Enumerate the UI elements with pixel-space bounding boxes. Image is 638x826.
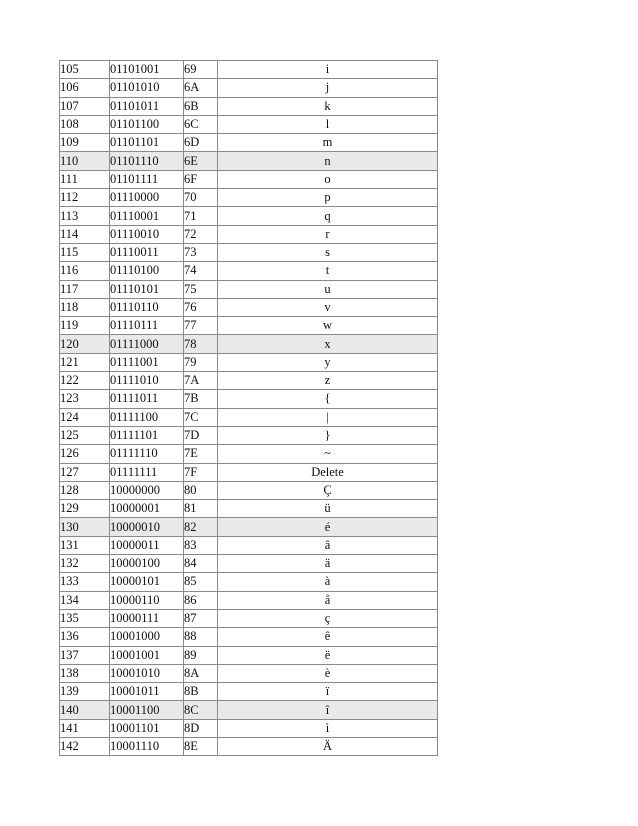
decimal-cell: 136 [60, 628, 110, 646]
binary-cell: 01110000 [110, 189, 184, 207]
character-cell: Ä [218, 737, 438, 755]
character-cell: | [218, 408, 438, 426]
character-cell: z [218, 372, 438, 390]
hex-cell: 8D [184, 719, 218, 737]
decimal-cell: 117 [60, 280, 110, 298]
table-row [60, 243, 438, 261]
decimal-cell: 123 [60, 390, 110, 408]
table-row [60, 445, 438, 463]
decimal-cell: 110 [60, 152, 110, 170]
table-row [60, 536, 438, 554]
hex-cell: 69 [184, 61, 218, 79]
table-row [60, 97, 438, 115]
hex-cell: 74 [184, 262, 218, 280]
hex-cell: 8A [184, 664, 218, 682]
character-cell: x [218, 335, 438, 353]
decimal-cell: 129 [60, 500, 110, 518]
table-row [60, 390, 438, 408]
decimal-cell: 138 [60, 664, 110, 682]
table-row [60, 609, 438, 627]
table-row [60, 353, 438, 371]
hex-cell: 75 [184, 280, 218, 298]
table-row [60, 335, 438, 353]
binary-cell: 10001011 [110, 683, 184, 701]
character-cell: ì [218, 719, 438, 737]
hex-cell: 86 [184, 591, 218, 609]
character-cell: ç [218, 609, 438, 627]
binary-cell: 01110110 [110, 298, 184, 316]
hex-cell: 89 [184, 646, 218, 664]
character-cell: Delete [218, 463, 438, 481]
decimal-cell: 112 [60, 189, 110, 207]
hex-cell: 87 [184, 609, 218, 627]
table-row [60, 719, 438, 737]
character-cell: l [218, 115, 438, 133]
binary-cell: 01110100 [110, 262, 184, 280]
binary-cell: 01101001 [110, 61, 184, 79]
binary-cell: 01101101 [110, 134, 184, 152]
character-cell: s [218, 243, 438, 261]
character-cell: Ç [218, 481, 438, 499]
decimal-cell: 140 [60, 701, 110, 719]
binary-cell: 01111001 [110, 353, 184, 371]
table-row [60, 152, 438, 170]
binary-cell: 10000111 [110, 609, 184, 627]
hex-cell: 76 [184, 298, 218, 316]
hex-cell: 78 [184, 335, 218, 353]
hex-cell: 85 [184, 573, 218, 591]
hex-cell: 70 [184, 189, 218, 207]
character-cell: é [218, 518, 438, 536]
binary-cell: 01101010 [110, 79, 184, 97]
hex-cell: 6A [184, 79, 218, 97]
decimal-cell: 114 [60, 225, 110, 243]
binary-cell: 10000010 [110, 518, 184, 536]
table-row [60, 426, 438, 444]
binary-cell: 01111100 [110, 408, 184, 426]
hex-cell: 71 [184, 207, 218, 225]
binary-cell: 10000001 [110, 500, 184, 518]
decimal-cell: 131 [60, 536, 110, 554]
character-cell: ü [218, 500, 438, 518]
hex-cell: 77 [184, 317, 218, 335]
hex-cell: 7A [184, 372, 218, 390]
decimal-cell: 111 [60, 170, 110, 188]
hex-cell: 8E [184, 737, 218, 755]
hex-cell: 83 [184, 536, 218, 554]
hex-cell: 6D [184, 134, 218, 152]
table-row [60, 170, 438, 188]
decimal-cell: 132 [60, 555, 110, 573]
character-cell: m [218, 134, 438, 152]
decimal-cell: 133 [60, 573, 110, 591]
character-cell: ï [218, 683, 438, 701]
binary-cell: 10001100 [110, 701, 184, 719]
binary-cell: 01111101 [110, 426, 184, 444]
decimal-cell: 134 [60, 591, 110, 609]
character-cell: å [218, 591, 438, 609]
table-row [60, 262, 438, 280]
table-row [60, 573, 438, 591]
table-row [60, 189, 438, 207]
table-row [60, 500, 438, 518]
hex-cell: 6B [184, 97, 218, 115]
decimal-cell: 116 [60, 262, 110, 280]
decimal-cell: 122 [60, 372, 110, 390]
table-row [60, 683, 438, 701]
hex-cell: 6E [184, 152, 218, 170]
table-row [60, 280, 438, 298]
hex-cell: 81 [184, 500, 218, 518]
binary-cell: 10000100 [110, 555, 184, 573]
binary-cell: 01110101 [110, 280, 184, 298]
decimal-cell: 107 [60, 97, 110, 115]
binary-cell: 10001000 [110, 628, 184, 646]
character-cell: t [218, 262, 438, 280]
hex-cell: 79 [184, 353, 218, 371]
table-row [60, 298, 438, 316]
binary-cell: 01111111 [110, 463, 184, 481]
character-cell: i [218, 61, 438, 79]
binary-cell: 01110001 [110, 207, 184, 225]
table-row [60, 737, 438, 755]
table-row [60, 317, 438, 335]
table-row [60, 61, 438, 79]
hex-cell: 72 [184, 225, 218, 243]
binary-cell: 10000101 [110, 573, 184, 591]
binary-cell: 01110011 [110, 243, 184, 261]
binary-cell: 01111000 [110, 335, 184, 353]
character-cell: j [218, 79, 438, 97]
character-cell: v [218, 298, 438, 316]
hex-cell: 80 [184, 481, 218, 499]
character-cell: w [218, 317, 438, 335]
table-row [60, 408, 438, 426]
table-row [60, 79, 438, 97]
table-row [60, 134, 438, 152]
hex-cell: 6F [184, 170, 218, 188]
table-row [60, 664, 438, 682]
hex-cell: 88 [184, 628, 218, 646]
character-cell: n [218, 152, 438, 170]
binary-cell: 01101110 [110, 152, 184, 170]
decimal-cell: 135 [60, 609, 110, 627]
character-cell: } [218, 426, 438, 444]
decimal-cell: 142 [60, 737, 110, 755]
binary-cell: 10001010 [110, 664, 184, 682]
decimal-cell: 106 [60, 79, 110, 97]
binary-cell: 01111010 [110, 372, 184, 390]
table-row [60, 372, 438, 390]
decimal-cell: 127 [60, 463, 110, 481]
binary-cell: 01101111 [110, 170, 184, 188]
binary-cell: 10000000 [110, 481, 184, 499]
ascii-code-table [59, 60, 438, 756]
decimal-cell: 108 [60, 115, 110, 133]
character-cell: ä [218, 555, 438, 573]
character-cell: à [218, 573, 438, 591]
character-cell: è [218, 664, 438, 682]
character-cell: p [218, 189, 438, 207]
decimal-cell: 141 [60, 719, 110, 737]
character-cell: ê [218, 628, 438, 646]
binary-cell: 01111011 [110, 390, 184, 408]
table-row [60, 518, 438, 536]
hex-cell: 7B [184, 390, 218, 408]
table-row [60, 207, 438, 225]
decimal-cell: 109 [60, 134, 110, 152]
character-cell: { [218, 390, 438, 408]
decimal-cell: 120 [60, 335, 110, 353]
hex-cell: 8B [184, 683, 218, 701]
binary-cell: 01101011 [110, 97, 184, 115]
character-cell: u [218, 280, 438, 298]
table-row [60, 591, 438, 609]
decimal-cell: 121 [60, 353, 110, 371]
hex-cell: 73 [184, 243, 218, 261]
hex-cell: 82 [184, 518, 218, 536]
binary-cell: 10001001 [110, 646, 184, 664]
decimal-cell: 139 [60, 683, 110, 701]
character-cell: î [218, 701, 438, 719]
decimal-cell: 124 [60, 408, 110, 426]
character-cell: ~ [218, 445, 438, 463]
decimal-cell: 126 [60, 445, 110, 463]
binary-cell: 10000110 [110, 591, 184, 609]
table-row [60, 225, 438, 243]
ascii-table-body [60, 61, 438, 756]
binary-cell: 10000011 [110, 536, 184, 554]
character-cell: r [218, 225, 438, 243]
binary-cell: 01110111 [110, 317, 184, 335]
binary-cell: 01110010 [110, 225, 184, 243]
table-row [60, 701, 438, 719]
decimal-cell: 130 [60, 518, 110, 536]
hex-cell: 7D [184, 426, 218, 444]
character-cell: ë [218, 646, 438, 664]
binary-cell: 01111110 [110, 445, 184, 463]
table-row [60, 481, 438, 499]
binary-cell: 10001101 [110, 719, 184, 737]
hex-cell: 7C [184, 408, 218, 426]
decimal-cell: 118 [60, 298, 110, 316]
binary-cell: 01101100 [110, 115, 184, 133]
hex-cell: 8C [184, 701, 218, 719]
table-row [60, 555, 438, 573]
character-cell: o [218, 170, 438, 188]
hex-cell: 7F [184, 463, 218, 481]
hex-cell: 84 [184, 555, 218, 573]
decimal-cell: 115 [60, 243, 110, 261]
decimal-cell: 105 [60, 61, 110, 79]
hex-cell: 6C [184, 115, 218, 133]
decimal-cell: 125 [60, 426, 110, 444]
decimal-cell: 119 [60, 317, 110, 335]
table-row [60, 463, 438, 481]
table-row [60, 646, 438, 664]
binary-cell: 10001110 [110, 737, 184, 755]
decimal-cell: 128 [60, 481, 110, 499]
character-cell: y [218, 353, 438, 371]
character-cell: â [218, 536, 438, 554]
decimal-cell: 113 [60, 207, 110, 225]
hex-cell: 7E [184, 445, 218, 463]
table-row [60, 115, 438, 133]
character-cell: k [218, 97, 438, 115]
decimal-cell: 137 [60, 646, 110, 664]
table-row [60, 628, 438, 646]
character-cell: q [218, 207, 438, 225]
